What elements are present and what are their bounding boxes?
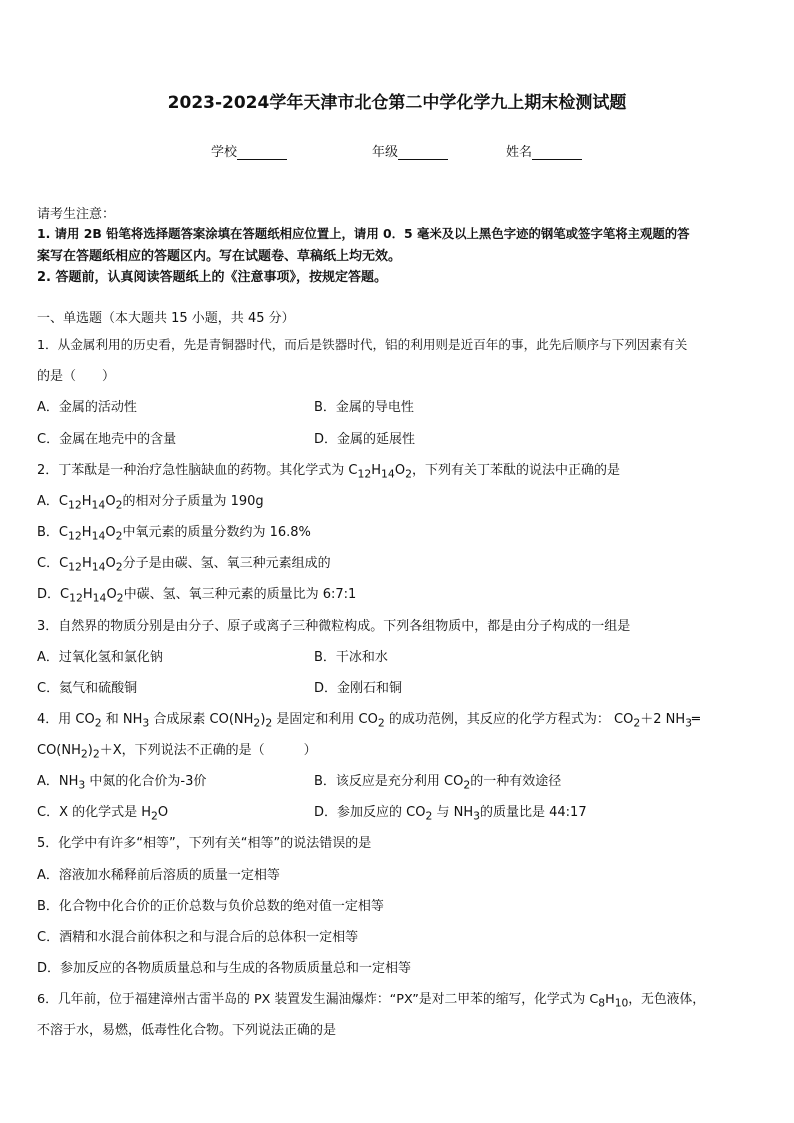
- q1-option-b: B．金属的导电性: [314, 400, 414, 415]
- q6-stem-line1: 6．几年前，位于福建漳州古雷半岛的 PX 装置发生漏油爆炸：“PX”是对二甲苯的缩写，化学式为 $C_8H_{10}$，无色液体，: [37, 992, 706, 1010]
- grade-field: 年级: [372, 141, 448, 160]
- q1-stem-line1: 1．从金属利用的历史看，先是青铜器时代，而后是铁器时代，铝的利用则是近百年的事，此先后顺序与下列因素有关: [37, 337, 688, 352]
- q3-option-c: C．氦气和硫酸铜: [37, 681, 138, 696]
- q5-option-c: C．酒精和水混合前体积之和与混合后的总体积一定相等: [37, 930, 359, 945]
- q6-stem-line2: 不溶于水，易燃，低毒性化合物。下列说法正确的是: [37, 1023, 337, 1038]
- q2-option-b: B．$C_{12}H_{14}O_2$中氧元素的质量分数约为 16.8%: [37, 525, 311, 543]
- q1-option-a: A．金属的活动性: [37, 400, 137, 415]
- q3-stem: 3．自然界的物质分别是由分子、原子或离子三种微粒构成。下列各组物质中，都是由分子构成的一组是: [37, 619, 631, 634]
- q3-option-d: D．金刚石和铜: [314, 681, 403, 696]
- q4-stem-line1: 4．用 $CO_2$ 和 $NH_3$ 合成尿素 $CO(NH_2)_2$ 是固定和利用 $CO_2$ 的成功范例，其反应的化学方程式为： $CO_2+2$ $NH_3═$: [37, 712, 700, 730]
- q3-option-a: A．过氧化氢和氯化钠: [37, 650, 163, 665]
- notice-item1-line1: 1. 请用 2B 铅笔将选择题答案涂填在答题纸相应位置上，请用 0．5 毫米及以上黑色字迹的钢笔或签字笔将主观题的答: [37, 226, 690, 241]
- q1-stem-line2: 的是（ ）: [37, 369, 116, 384]
- q5-option-d: D．参加反应的各物质质量总和与生成的各物质质量总和一定相等: [37, 961, 412, 976]
- q2-option-a: A．$C_{12}H_{14}O_2$的相对分子质量为 190g: [37, 494, 264, 512]
- q2-option-c: C．$C_{12}H_{14}O_2$分子是由碳、氢、氧三种元素组成的: [37, 556, 331, 574]
- page-title: 2023-2024学年天津市北仓第二中学化学九上期末检测试题: [167, 93, 627, 113]
- q5-option-b: B．化合物中化合价的正价总数与负价总数的绝对值一定相等: [37, 899, 384, 914]
- q4-option-b: B．该反应是充分利用 $CO_2$的一种有效途径: [314, 774, 562, 792]
- q4-option-d: D．参加反应的 $CO_2$ 与 $NH_3$的质量比是 44:17: [314, 805, 587, 823]
- notice-item2: 2. 答题前，认真阅读答题纸上的《注意事项》，按规定答题。: [37, 270, 388, 285]
- school-field: 学校: [211, 141, 287, 160]
- q4-option-a: A．$NH_3$ 中氮的化合价为-3价: [37, 774, 207, 792]
- q5-option-a: A．溶液加水稀释前后溶质的质量一定相等: [37, 868, 280, 883]
- q5-stem: 5．化学中有许多“相等”，下列有关“相等”的说法错误的是: [37, 836, 372, 851]
- q4-stem-line2: $CO(NH_2)_2+X$，下列说法不正确的是（ ）: [37, 743, 317, 761]
- school-blank: [237, 147, 287, 160]
- q1-option-d: D．金属的延展性: [314, 432, 416, 447]
- q3-option-b: B．干冰和水: [314, 650, 388, 665]
- name-field: 姓名: [506, 141, 582, 160]
- q2-option-d: D．$C_{12}H_{14}O_2$中碳、氢、氧三种元素的质量比为 6:7:1: [37, 587, 357, 605]
- q1-option-c: C．金属在地壳中的含量: [37, 432, 177, 447]
- grade-blank: [398, 147, 448, 160]
- q2-stem: 2．丁苯酞是一种治疗急性脑缺血的药物。其化学式为 $C_{12}H_{14}O_2$，下列有关丁苯酞的说法中正确的是: [37, 463, 620, 481]
- notice-heading: 请考生注意：: [37, 207, 116, 222]
- section-heading: 一、单选题（本大题共 15 小题，共 45 分）: [37, 311, 295, 326]
- notice-item1-line2: 案写在答题纸相应的答题区内。写在试题卷、草稿纸上均无效。: [37, 249, 402, 264]
- q4-option-c: C．X 的化学式是 $H_2O$: [37, 805, 169, 823]
- name-blank: [532, 147, 582, 160]
